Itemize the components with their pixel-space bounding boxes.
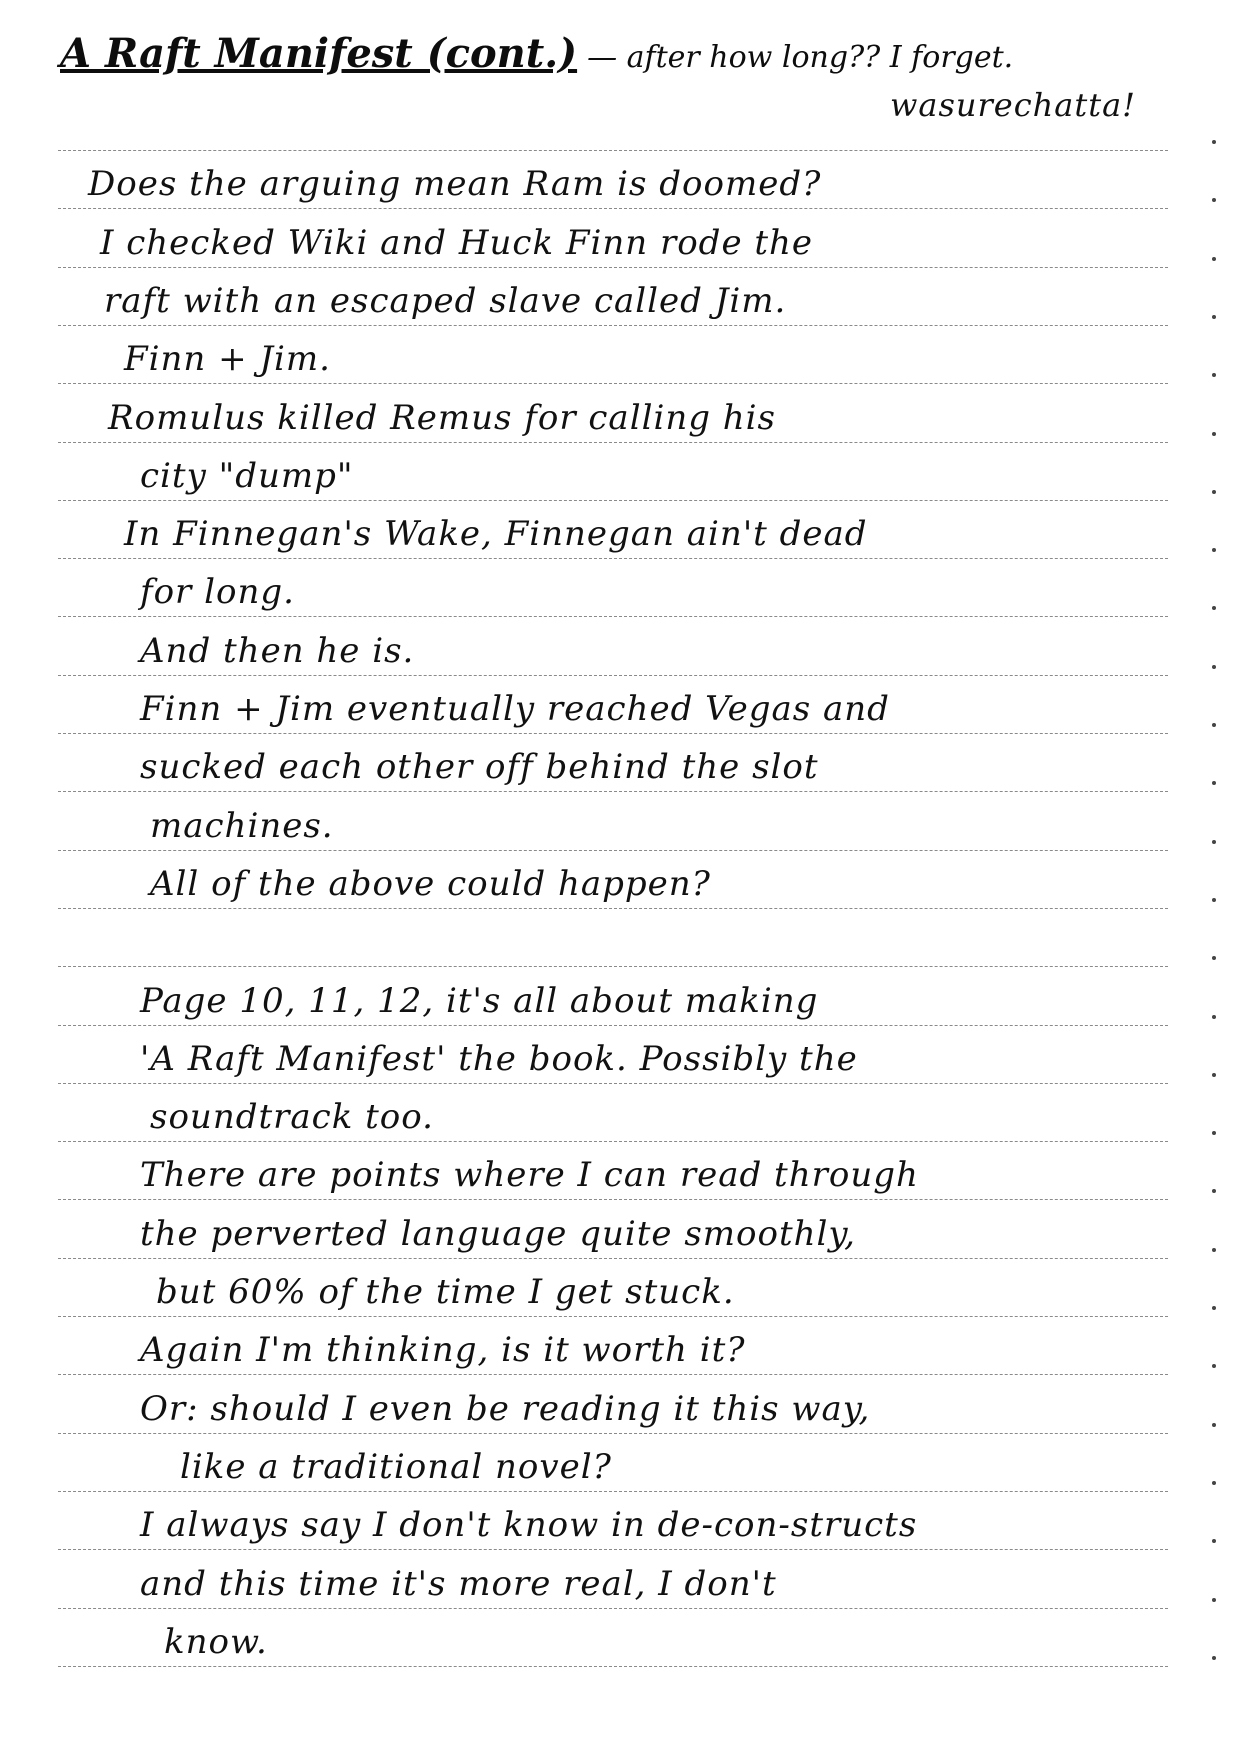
margin-dot <box>1212 1598 1216 1602</box>
ruled-line <box>58 383 1168 384</box>
text-line: for long. <box>140 572 295 613</box>
margin-dot <box>1212 1015 1216 1019</box>
text-line: know. <box>164 1621 268 1662</box>
margin-dot <box>1212 956 1216 960</box>
ruled-line <box>58 1199 1168 1200</box>
text-line: Or: should I even be reading it this way, <box>140 1388 871 1429</box>
margin-dot <box>1212 781 1216 785</box>
margin-dot <box>1212 1656 1216 1660</box>
text-line: I checked Wiki and Huck Finn rode the <box>100 222 814 263</box>
text-line: Again I'm thinking, is it worth it? <box>140 1330 746 1371</box>
margin-dot <box>1212 548 1216 552</box>
text-line: and this time it's more real, I don't <box>140 1563 777 1604</box>
ruled-line <box>58 442 1168 443</box>
ruled-line <box>58 208 1168 209</box>
ruled-line <box>58 850 1168 851</box>
text-line: soundtrack too. <box>150 1097 434 1138</box>
margin-dot <box>1212 198 1216 202</box>
text-line: Does the arguing mean Ram is doomed? <box>88 164 822 205</box>
title-aside: — after how long?? I forget. <box>587 40 1014 75</box>
text-line: Page 10, 11, 12, it's all about making <box>140 980 819 1021</box>
margin-dot <box>1212 606 1216 610</box>
margin-dot <box>1212 1364 1216 1368</box>
margin-dot <box>1212 1481 1216 1485</box>
text-line: raft with an escaped slave called Jim. <box>104 280 787 321</box>
margin-dot <box>1212 1073 1216 1077</box>
margin-dot <box>1212 490 1216 494</box>
margin-dot <box>1212 723 1216 727</box>
ruled-line <box>58 325 1168 326</box>
margin-dot <box>1212 315 1216 319</box>
margin-dot <box>1212 257 1216 261</box>
ruled-line <box>58 1374 1168 1375</box>
ruled-line <box>58 908 1168 909</box>
ruled-line <box>58 150 1168 151</box>
ruled-line <box>58 675 1168 676</box>
ruled-line <box>58 1608 1168 1609</box>
ruled-line <box>58 267 1168 268</box>
ruled-line <box>58 616 1168 617</box>
text-line: Romulus killed Remus for calling his <box>108 397 777 438</box>
text-line: like a traditional novel? <box>180 1446 612 1487</box>
ruled-line <box>58 1666 1168 1667</box>
margin-dot <box>1212 1423 1216 1427</box>
ruled-line <box>58 1025 1168 1026</box>
text-line: but 60% of the time I get stuck. <box>156 1272 735 1312</box>
ruled-line <box>58 1141 1168 1142</box>
ruled-line <box>58 733 1168 734</box>
margin-dot <box>1212 432 1216 436</box>
title-main: A Raft Manifest (cont.) <box>60 30 578 77</box>
margin-dot <box>1212 898 1216 902</box>
text-line: I always say I don't know in de-con-structs <box>140 1505 918 1546</box>
margin-dot <box>1212 1131 1216 1135</box>
ruled-line <box>58 500 1168 501</box>
margin-dot <box>1212 140 1216 144</box>
ruled-line <box>58 558 1168 559</box>
margin-dot <box>1212 1189 1216 1193</box>
margin-dot <box>1212 1539 1216 1543</box>
margin-dot <box>1212 1306 1216 1310</box>
ruled-line <box>58 966 1168 967</box>
text-line: machines. <box>150 805 334 846</box>
ruled-line <box>58 1491 1168 1492</box>
text-line: city "dump" <box>140 455 354 496</box>
ruled-line <box>58 1316 1168 1317</box>
ruled-line <box>58 791 1168 792</box>
margin-dot <box>1212 373 1216 377</box>
margin-dot <box>1212 1248 1216 1252</box>
ruled-line <box>58 1549 1168 1550</box>
text-line: And then he is. <box>140 630 415 671</box>
page-title <box>60 30 1013 77</box>
text-line: In Finnegan's Wake, Finnegan ain't dead <box>124 514 868 555</box>
margin-dot <box>1212 665 1216 669</box>
title-sub: wasurechatta! <box>890 86 1136 124</box>
text-line: Finn + Jim eventually reached Vegas and <box>140 689 890 729</box>
ruled-line <box>58 1433 1168 1434</box>
ruled-line <box>58 1258 1168 1259</box>
text-line: sucked each other off behind the slot <box>140 747 819 788</box>
text-line: Finn + Jim. <box>124 339 331 380</box>
text-line: 'A Raft Manifest' the book. Possibly the <box>140 1038 858 1079</box>
margin-dot <box>1212 840 1216 844</box>
ruled-line <box>58 1083 1168 1084</box>
text-line: There are points where I can read through <box>140 1155 919 1196</box>
text-line: the perverted language quite smoothly, <box>140 1213 856 1254</box>
text-line: All of the above could happen? <box>150 863 711 904</box>
